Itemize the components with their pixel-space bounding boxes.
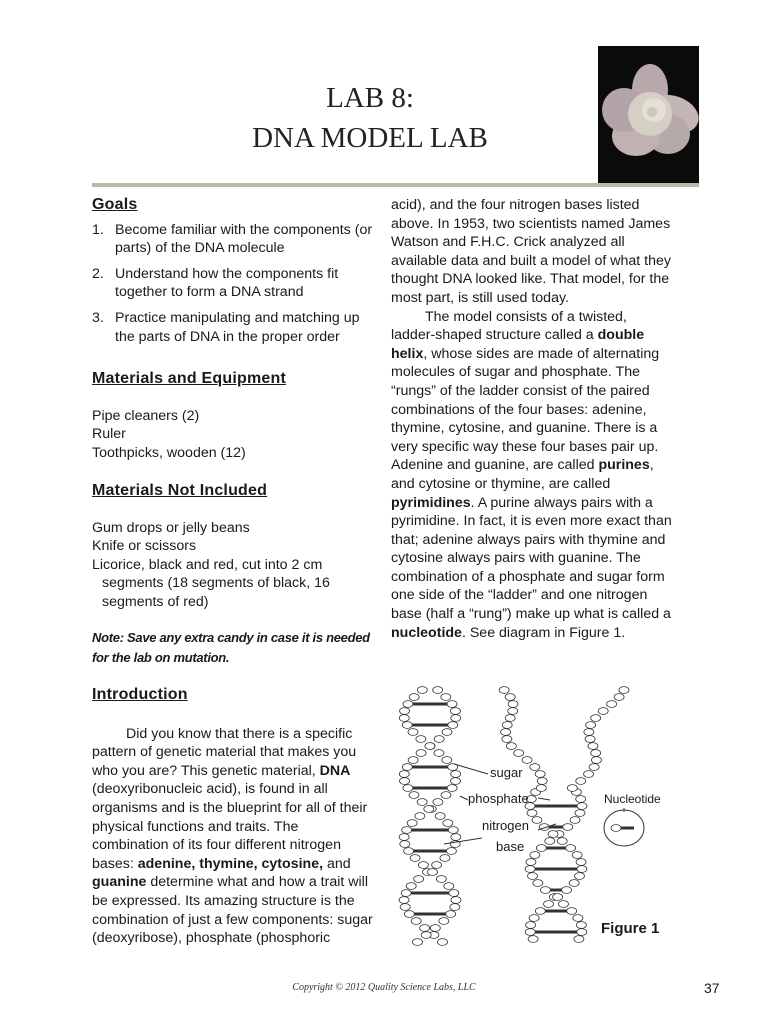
title-line-1: LAB 8: <box>326 82 414 114</box>
goal-item: 2. Understand how the components fit together to form a DNA strand <box>92 265 339 301</box>
label-nucleotide: Nucleotide <box>604 792 661 806</box>
page-number: 37 <box>704 980 720 996</box>
header-divider <box>92 183 699 187</box>
label-sugar: sugar <box>490 765 523 780</box>
not-included-item: segments of red) <box>102 593 209 610</box>
not-included-heading: Materials Not Included <box>92 482 268 499</box>
material-item: Toothpicks, wooden (12) <box>92 444 246 461</box>
label-phosphate: phosphate <box>468 791 529 806</box>
not-included-item: segments (18 segments of black, 16 <box>102 575 330 592</box>
not-included-item: Knife or scissors <box>92 538 197 555</box>
model-paragraph: The model consists of a twisted, ladder-shaped structure called a double helix, whose sides are made of alternating molecules of sugar and phosphate. The “rungs” of the ladder consist of the paired combinations of the four bases: adenine, thymine, cytosine, and guanine. There is a very specific way these four bases pair up. Adenine and guanine, are called purines, and cytosine or thymine, are called pyrimidines. A purine always pairs with a pyrimidine. In fact, it is even more exact than that; adenine always pairs with thymine and cytosine always pairs with guanine. The combination of a phosphate and sugar form one side of the “ladder” and one nitrogen base (half a “rung”) make up what is called a nucleotide. See diagram in Figure 1. <box>391 308 672 641</box>
page-title <box>190 78 550 158</box>
goals-section <box>92 196 374 353</box>
label-base: base <box>496 839 525 854</box>
goal-item: 3. Practice manipulating and matching up the parts of DNA in the proper order <box>92 309 360 345</box>
goals-heading: Goals <box>92 196 138 213</box>
copyright-footer: Copyright © 2012 Quality Science Labs, LLC <box>292 982 476 993</box>
introduction-section <box>92 686 374 948</box>
not-included-item: Licorice, black and red, cut into 2 cm <box>92 556 323 573</box>
materials-heading: Materials and Equipment <box>92 370 286 387</box>
introduction-heading: Introduction <box>92 686 188 703</box>
watson-crick-paragraph: acid), and the four nitrogen bases listed above. In 1953, two scientists named James Watson and F.H.C. Crick analyzed all available data and built a model of what they thought DNA looked like. That model, for the most part, is still used today. <box>391 197 671 306</box>
goal-item: 1. Become familiar with the components (or parts) of the DNA molecule <box>92 221 373 257</box>
figure-caption: Figure 1 <box>601 920 660 937</box>
dna-figure <box>388 682 678 952</box>
title-line-2: DNA MODEL LAB <box>252 122 488 154</box>
material-item: Ruler <box>92 426 126 443</box>
note-text: Note: Save any extra candy in case it is needed for the lab on mutation. <box>92 629 370 665</box>
dna-diagram <box>388 682 678 952</box>
not-included-item: Gum drops or jelly beans <box>92 519 250 536</box>
introduction-paragraph: Did you know that there is a specific pattern of genetic material that makes you who you are? This genetic material, DNA (deoxyribonucleic acid), is found in all organisms and is the blueprint for all of their physical functions and traits. The combination of its four different nitrogen bases: adenine, thymine, cytosine, and guanine determine what and how a trait will be expressed. Its amazing structure is the combination of just a few components: sugar (deoxyribose), phosphate (phosphoric <box>92 725 373 947</box>
label-nitrogen: nitrogen <box>482 818 529 833</box>
materials-section <box>92 370 374 462</box>
goals-list <box>92 221 374 347</box>
not-included-section <box>92 482 374 668</box>
right-column-text <box>391 196 673 642</box>
succulent-photo <box>598 46 699 183</box>
material-item: Pipe cleaners (2) <box>92 407 200 424</box>
